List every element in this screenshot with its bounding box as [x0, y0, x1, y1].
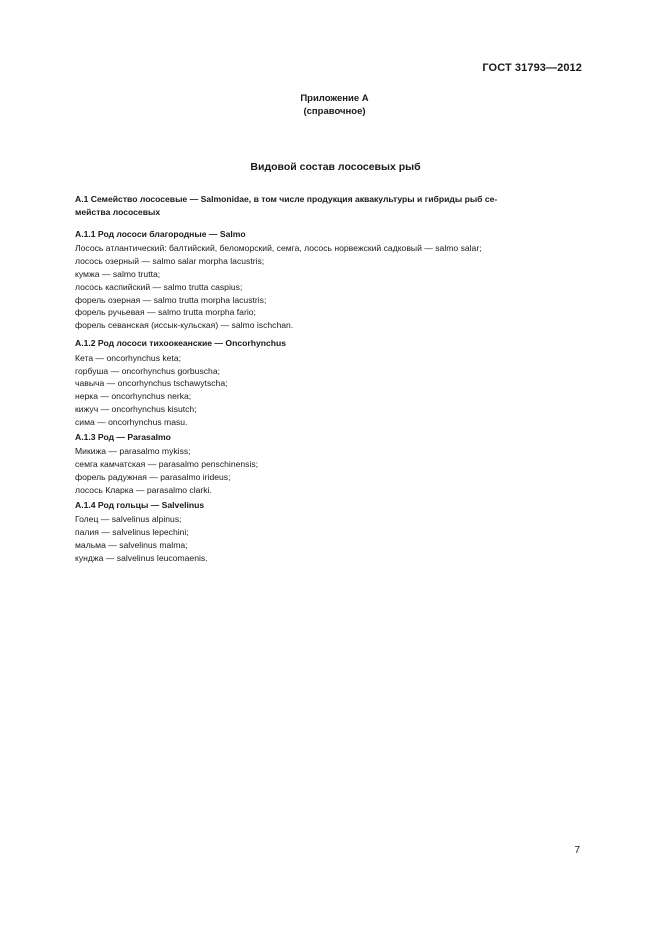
list-item: чавыча — oncorhynchus tschawytscha; — [75, 378, 228, 389]
subsection-heading-parasalmo: А.1.3 Род — Parasalmo — [75, 431, 171, 442]
list-item: форель радужная — parasalmo irideus; — [75, 471, 231, 482]
list-item: лосось каспийский — salmo trutta caspius; — [75, 281, 243, 292]
document-body — [75, 193, 585, 565]
list-item: Микижа — parasalmo mykiss; — [75, 446, 191, 457]
annex-title: Приложение А — [300, 93, 369, 104]
species-list-salmo — [75, 242, 585, 332]
page-number: 7 — [574, 845, 580, 856]
list-item: сима — oncorhynchus masu. — [75, 416, 188, 427]
list-item: кижуч — oncorhynchus kisutch; — [75, 403, 197, 414]
list-item: семга камчатская — parasalmo penschinensis; — [75, 459, 259, 470]
list-item: Кета — oncorhynchus keta; — [75, 352, 182, 363]
list-item: лосось озерный — salmo salar morpha lacustris; — [75, 256, 265, 267]
document-standard-number: ГОСТ 31793—2012 — [482, 62, 582, 74]
section-heading-line-1: А.1 Семейство лососевые — Salmonidae, в том числе продукция аквакультуры и гибриды рыб се- — [75, 194, 498, 204]
list-item: кунджа — salvelinus leucomaenis. — [75, 552, 208, 563]
list-item: Голец — salvelinus alpinus; — [75, 514, 182, 525]
document-title: Видовой состав лососевых рыб — [250, 161, 421, 173]
species-list-oncorhynchus — [75, 352, 585, 429]
list-item: мальма — salvelinus malma; — [75, 539, 188, 550]
list-item: форель севанская (иссык-кульская) — salmo ischchan. — [75, 320, 294, 331]
annex-note: (справочное) — [303, 106, 366, 117]
subsection-heading-salmo: А.1.1 Род лососи благородные — Salmo — [75, 228, 246, 239]
list-item: кумжа — salmo trutta; — [75, 268, 161, 279]
list-item: лосось Кларка — parasalmo clarki. — [75, 484, 212, 495]
species-list-salvelinus — [75, 513, 585, 564]
annex-heading — [0, 92, 661, 118]
list-item: Лосось атлантический: балтийский, беломорский, семга, лосось норвежский садковый — salmo salar; — [75, 243, 482, 254]
species-list-parasalmo — [75, 445, 585, 496]
section-heading — [75, 193, 585, 219]
subsection-heading-salvelinus: А.1.4 Род гольцы — Salvelinus — [75, 499, 205, 510]
list-item: горбуша — oncorhynchus gorbuscha; — [75, 365, 220, 376]
list-item: форель озерная — salmo trutta morpha lacustris; — [75, 294, 267, 305]
list-item: форель ручьевая — salmo trutta morpha fario; — [75, 307, 256, 318]
subsection-heading-oncorhynchus: А.1.2 Род лососи тихоокеанские — Oncorhynchus — [75, 337, 287, 348]
section-heading-line-2: мейства лососевых — [75, 206, 161, 217]
list-item: палия — salvelinus lepechini; — [75, 527, 189, 538]
list-item: нерка — oncorhynchus nerka; — [75, 391, 192, 402]
